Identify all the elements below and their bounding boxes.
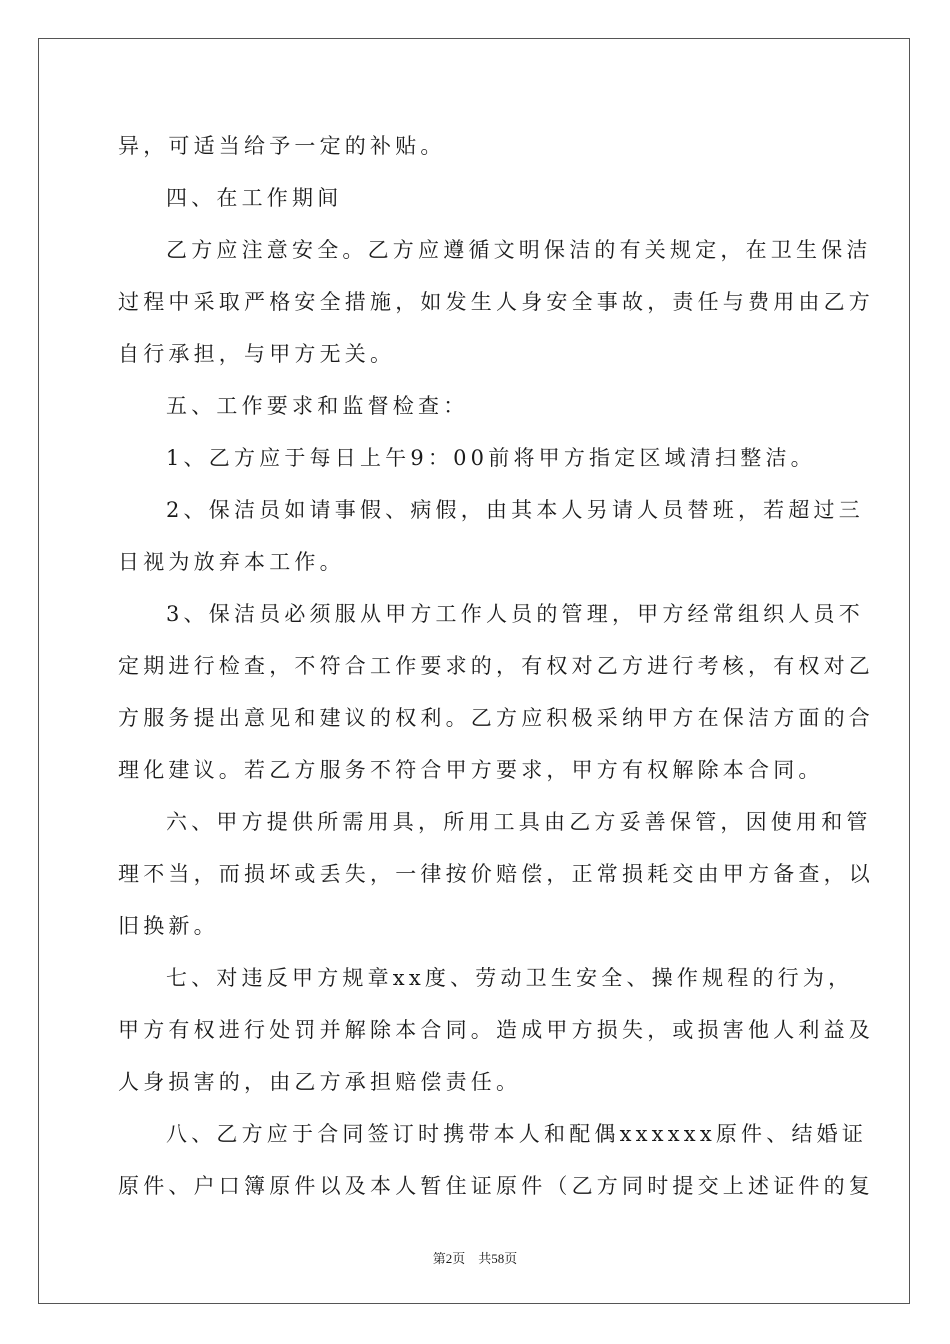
text-line: 自行承担，与甲方无关。 xyxy=(118,342,396,366)
text-line: 甲方有权进行处罚并解除本合同。造成甲方损失，或损害他人利益及 xyxy=(118,1018,874,1042)
text-line: 四、在工作期间 xyxy=(166,186,343,210)
text-line: 人身损害的，由乙方承担赔偿责任。 xyxy=(118,1070,522,1094)
text-line: 3、保洁员必须服从甲方工作人员的管理，甲方经常组织人员不 xyxy=(166,602,864,626)
text-line: 旧换新。 xyxy=(118,914,219,938)
text-line: 乙方应注意安全。乙方应遵循文明保洁的有关规定，在卫生保洁 xyxy=(166,238,872,262)
document-body xyxy=(118,120,874,1212)
text-line: 八、乙方应于合同签订时携带本人和配偶xxxxxx原件、结婚证 xyxy=(166,1122,868,1146)
text-line: 理不当，而损坏或丢失，一律按价赔偿，正常损耗交由甲方备查，以 xyxy=(118,862,874,886)
text-line: 理化建议。若乙方服务不符合甲方要求，甲方有权解除本合同。 xyxy=(118,758,824,782)
text-line: 六、甲方提供所需用具，所用工具由乙方妥善保管，因使用和管 xyxy=(166,810,872,834)
text-line: 异，可适当给予一定的补贴。 xyxy=(118,134,446,158)
text-line: 2、保洁员如请事假、病假，由其本人另请人员替班，若超过三 xyxy=(166,498,864,522)
text-line: 定期进行检查，不符合工作要求的，有权对乙方进行考核，有权对乙 xyxy=(118,654,874,678)
text-line: 过程中采取严格安全措施，如发生人身安全事故，责任与费用由乙方 xyxy=(118,290,874,314)
page-total: 共58页 xyxy=(478,1251,518,1266)
text-line: 方服务提出意见和建议的权利。乙方应积极采纳甲方在保洁方面的合 xyxy=(118,706,874,730)
text-line: 原件、户口簿原件以及本人暂住证原件（乙方同时提交上述证件的复 xyxy=(118,1174,874,1198)
text-line: 五、工作要求和监督检查： xyxy=(166,394,469,418)
page-footer xyxy=(0,1248,950,1267)
text-line: 日视为放弃本工作。 xyxy=(118,550,345,574)
text-line: 七、对违反甲方规章xx度、劳动卫生安全、操作规程的行为， xyxy=(166,966,854,990)
text-line: 1、乙方应于每日上午9：00前将甲方指定区域清扫整洁。 xyxy=(166,446,816,470)
page-number: 第2页 xyxy=(432,1251,466,1266)
